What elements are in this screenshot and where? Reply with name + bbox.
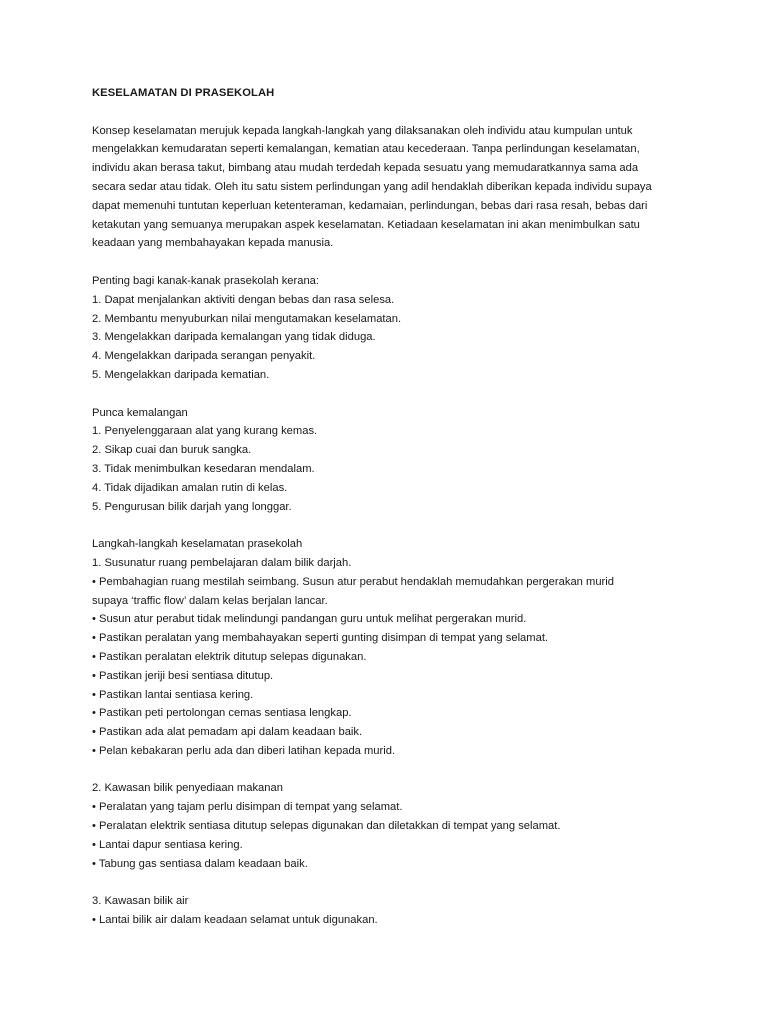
text-line: Punca kemalangan <box>92 406 188 419</box>
text-line: • Peralatan elektrik sentiasa ditutup selepas digunakan dan diletakkan di tempat yang selamat. <box>92 820 561 833</box>
spacer <box>92 103 712 122</box>
document-body <box>92 122 712 930</box>
text-line: • Pastikan ada alat pemadam api dalam keadaan baik. <box>92 726 363 739</box>
text-line: Konsep keselamatan merujuk kepada langkah-langkah yang dilaksanakan oleh individu atau kumpulan untuk <box>92 124 633 137</box>
text-line: 4. Tidak dijadikan amalan rutin di kelas. <box>92 481 288 494</box>
text-line: 1. Susunatur ruang pembelajaran dalam bilik darjah. <box>92 556 352 569</box>
text-line: • Pastikan lantai sentiasa kering. <box>92 688 254 701</box>
text-line: • Tabung gas sentiasa dalam keadaan baik. <box>92 857 308 870</box>
text-line: • Lantai bilik air dalam keadaan selamat untuk digunakan. <box>92 914 378 927</box>
text-line: • Pelan kebakaran perlu ada dan diberi latihan kepada murid. <box>92 744 396 757</box>
safety-steps-kitchen <box>92 779 712 873</box>
text-line: 2. Kawasan bilik penyediaan makanan <box>92 782 283 795</box>
text-line: • Peralatan yang tajam perlu disimpan di tempat yang selamat. <box>92 801 403 814</box>
text-line: 3. Kawasan bilik air <box>92 895 189 908</box>
document-title: KESELAMATAN DI PRASEKOLAH <box>92 87 275 99</box>
text-line: Penting bagi kanak-kanak prasekolah kerana: <box>92 274 320 287</box>
text-line: 2. Sikap cuai dan buruk sangka. <box>92 444 252 457</box>
text-line: • Pastikan jeriji besi sentiasa ditutup. <box>92 669 274 682</box>
text-line: • Lantai dapur sentiasa kering. <box>92 838 243 851</box>
text-line: • Pembahagian ruang mestilah seimbang. Susun atur perabut hendaklah memudahkan pergerakan murid <box>92 575 614 588</box>
safety-steps-classroom <box>92 535 712 761</box>
text-line: secara sedar atau tidak. Oleh itu satu sistem perlindungan yang adil hendaklah diberikan kepada individu supaya <box>92 180 652 193</box>
text-line: mengelakkan kemudaratan seperti kemalangan, kematian atau kecederaan. Tanpa perlindungan keselamatan, <box>92 143 640 156</box>
intro-paragraph <box>92 122 712 254</box>
spacer <box>92 253 712 272</box>
text-line: 3. Tidak menimbulkan kesedaran mendalam. <box>92 462 315 475</box>
text-line: individu akan berasa takut, bimbang atau mudah terdedah kepada sesuatu yang memudaratkannya sama ada <box>92 162 639 175</box>
accident-causes-list <box>92 404 712 517</box>
text-line: • Pastikan peti pertolongan cemas sentiasa lengkap. <box>92 707 352 720</box>
text-line: Langkah-langkah keselamatan prasekolah <box>92 538 303 551</box>
importance-list <box>92 272 712 385</box>
text-line: • Pastikan peralatan yang membahayakan seperti gunting disimpan di tempat yang selamat. <box>92 632 549 645</box>
text-line: 3. Mengelakkan daripada kemalangan yang tidak diduga. <box>92 331 376 344</box>
text-line: keadaan yang membahayakan kepada manusia. <box>92 237 334 250</box>
spacer <box>92 385 712 404</box>
text-line: 2. Membantu menyuburkan nilai mengutamakan keselamatan. <box>92 312 402 325</box>
text-line: dapat memenuhi tuntutan keperluan ketenteraman, kedamaian, perlindungan, bebas dari rasa resah, bebas dari <box>92 199 648 212</box>
text-line: • Susun atur perabut tidak melindungi pandangan guru untuk melihat pergerakan murid. <box>92 613 527 626</box>
safety-steps-bathroom <box>92 892 712 930</box>
text-line: supaya ‘traffic flow’ dalam kelas berjalan lancar. <box>92 594 328 607</box>
text-line: • Pastikan peralatan elektrik ditutup selepas digunakan. <box>92 650 367 663</box>
spacer <box>92 761 712 780</box>
text-line: 4. Mengelakkan daripada serangan penyakit. <box>92 350 316 363</box>
spacer <box>92 516 712 535</box>
text-line: 5. Mengelakkan daripada kematian. <box>92 368 270 381</box>
text-line: 5. Pengurusan bilik darjah yang longgar. <box>92 500 292 513</box>
text-line: 1. Penyelenggaraan alat yang kurang kemas. <box>92 425 318 438</box>
text-line: 1. Dapat menjalankan aktiviti dengan bebas dan rasa selesa. <box>92 293 395 306</box>
document-page <box>92 84 712 930</box>
spacer <box>92 873 712 892</box>
text-line: ketakutan yang semuanya merupakan aspek keselamatan. Ketiadaan keselamatan ini akan menimbulkan satu <box>92 218 640 231</box>
